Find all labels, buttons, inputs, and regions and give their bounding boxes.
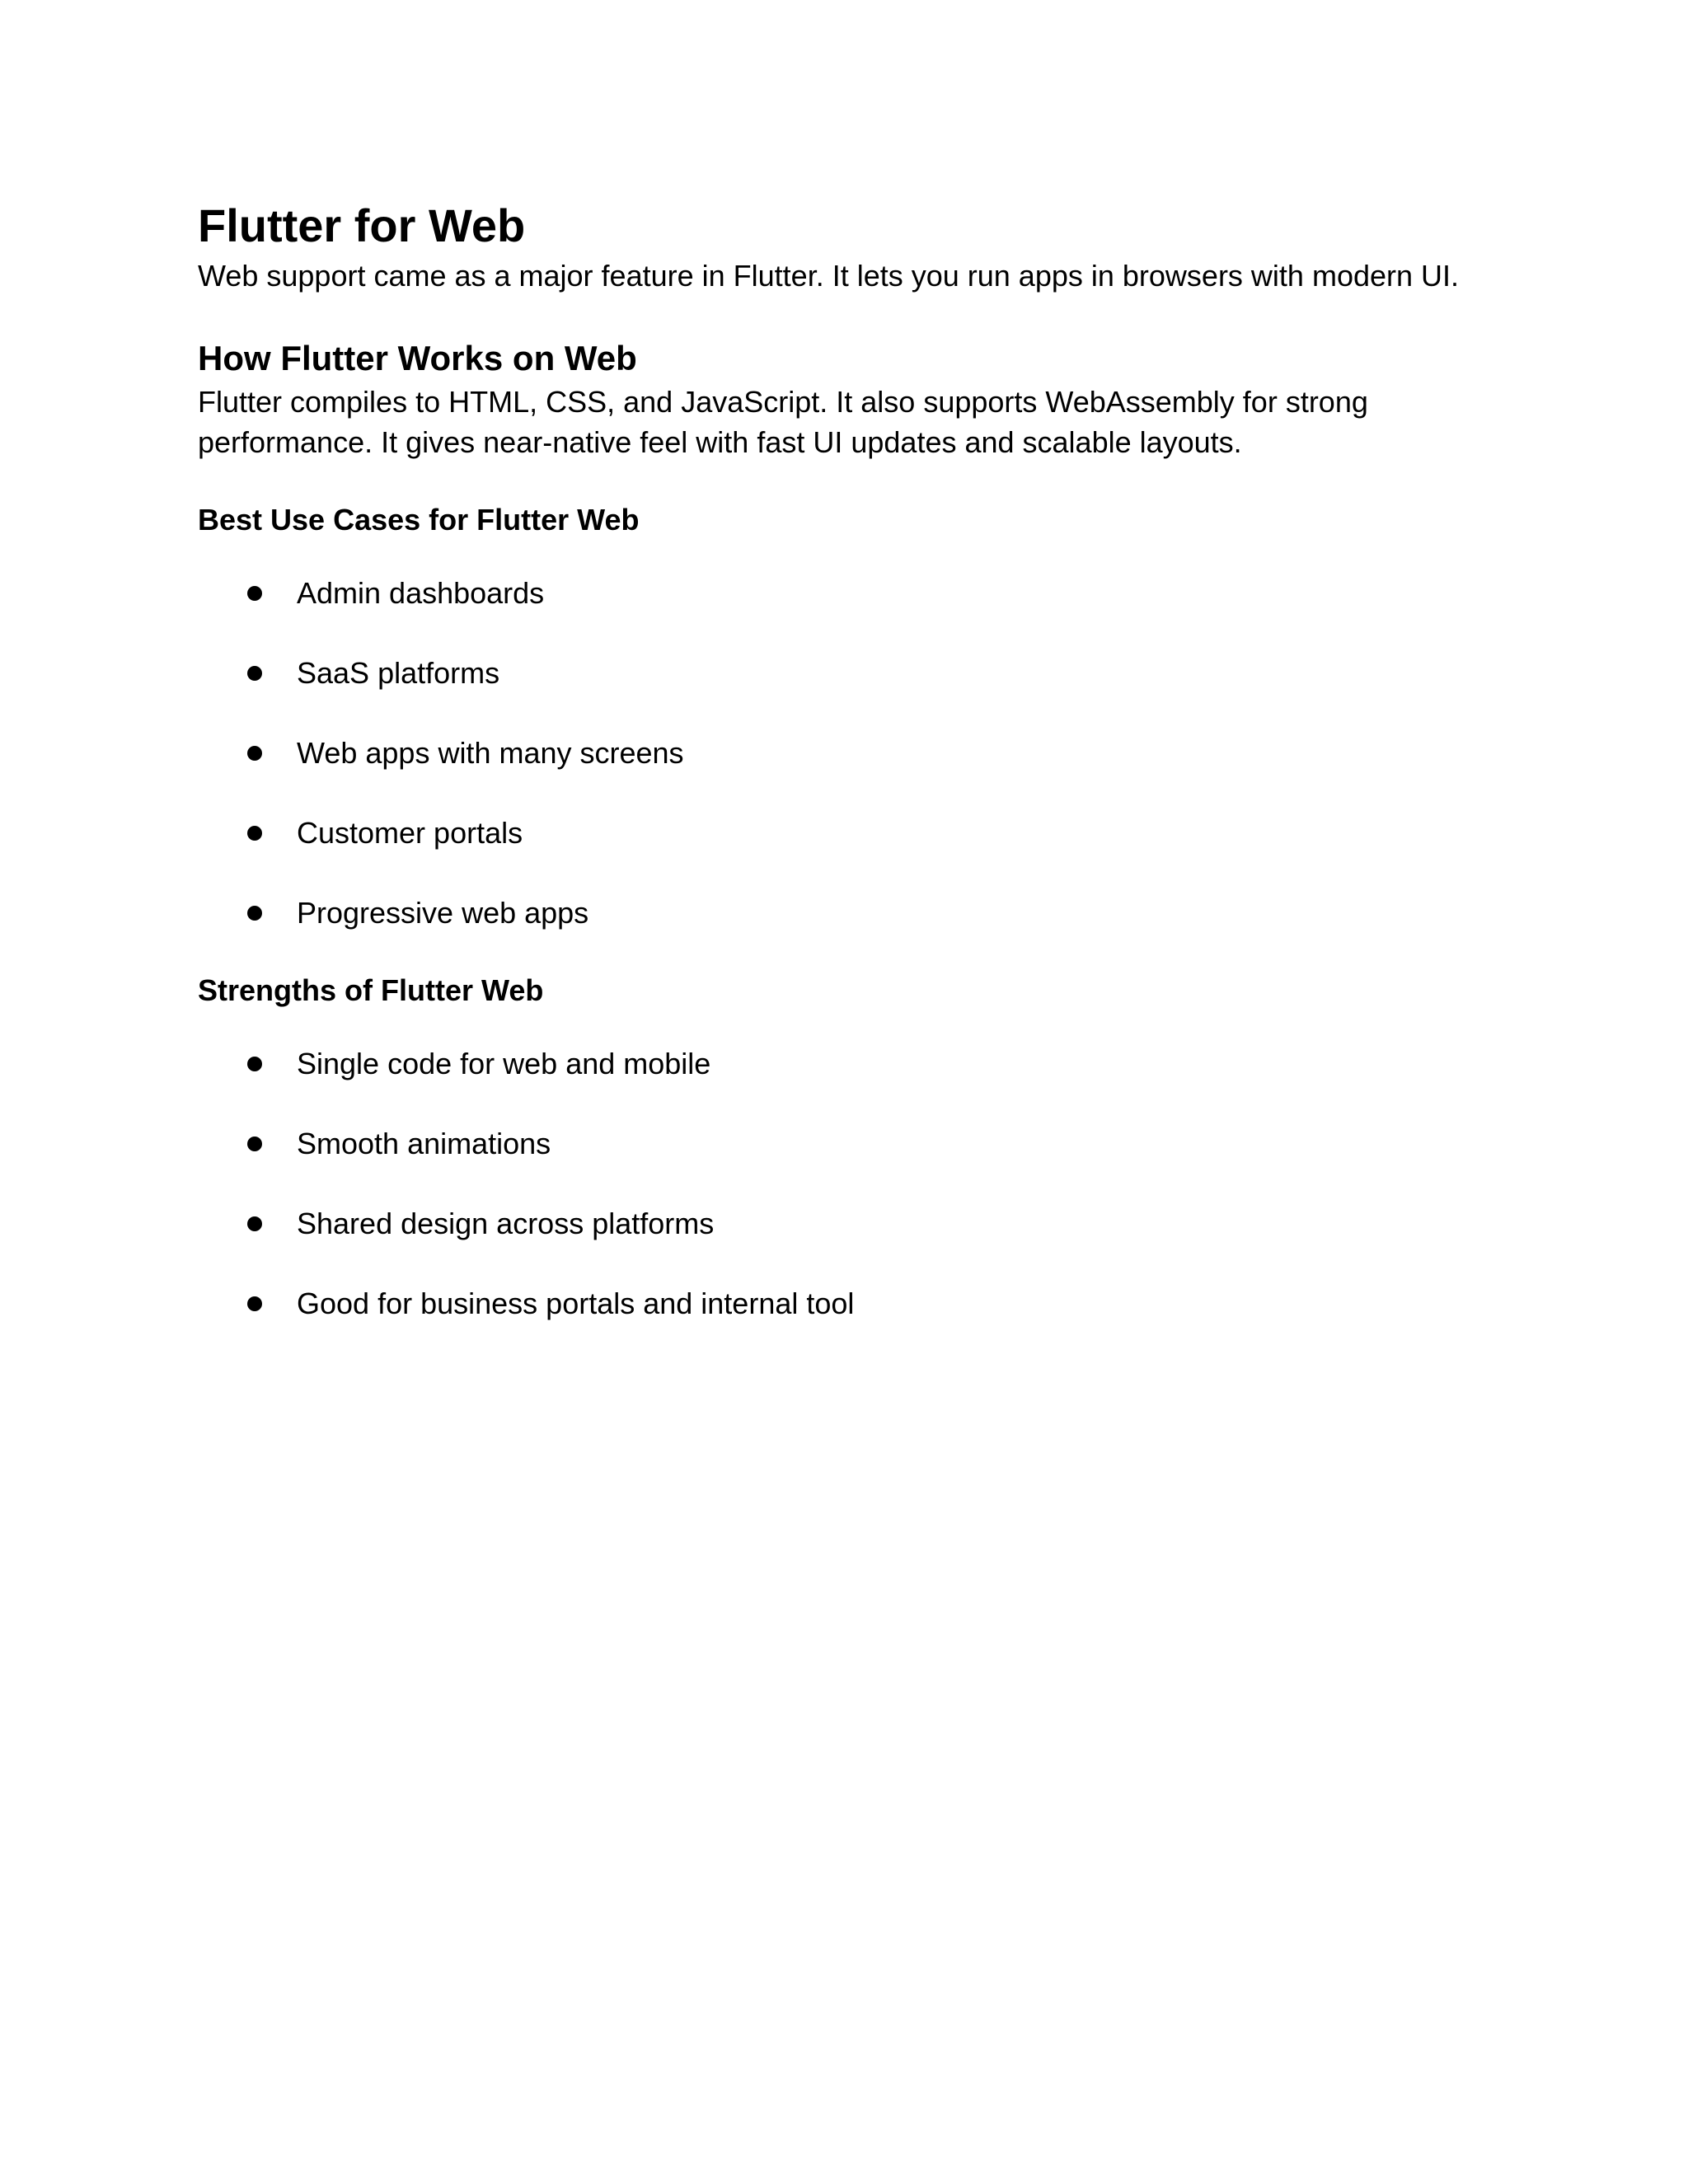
bullet-icon [247, 1296, 262, 1311]
section-paragraph-line-2: performance. It gives near-native feel with fast UI updates and scalable layouts. [198, 425, 1242, 459]
list-item [198, 1043, 1533, 1084]
list-item-text: Shared design across platforms [297, 1207, 715, 1240]
bullet-icon [247, 1057, 262, 1071]
section-paragraph-line-1: Flutter compiles to HTML, CSS, and JavaScript. It also supports WebAssembly for strong [198, 385, 1368, 419]
list-item-text: Customer portals [297, 816, 523, 850]
bullet-icon [247, 826, 262, 841]
bullet-icon [247, 906, 262, 921]
use-cases-list [198, 573, 1533, 933]
list-item [198, 893, 1533, 933]
list-item [198, 1203, 1533, 1244]
bullet-icon [247, 586, 262, 601]
list-item-text: Admin dashboards [297, 576, 545, 610]
sub-heading-strengths: Strengths of Flutter Web [198, 973, 544, 1007]
bullet-icon [247, 1137, 262, 1151]
list-item [198, 1283, 1533, 1324]
section-paragraph [198, 382, 1533, 462]
list-item-text: SaaS platforms [297, 656, 500, 690]
list-item [198, 733, 1533, 773]
document-content [198, 196, 1533, 1324]
bullet-icon [247, 746, 262, 761]
list-item-text: Smooth animations [297, 1127, 551, 1160]
list-item-text: Single code for web and mobile [297, 1047, 711, 1080]
list-item-text: Good for business portals and internal tool [297, 1286, 855, 1320]
list-item [198, 653, 1533, 693]
page-title: Flutter for Web [198, 199, 526, 251]
list-item-text: Progressive web apps [297, 896, 589, 930]
list-item [198, 573, 1533, 613]
section-heading-how-it-works: How Flutter Works on Web [198, 339, 637, 377]
list-item-text: Web apps with many screens [297, 736, 684, 770]
sub-heading-use-cases: Best Use Cases for Flutter Web [198, 503, 640, 537]
list-item [198, 1123, 1533, 1164]
bullet-icon [247, 666, 262, 681]
intro-paragraph: Web support came as a major feature in Flutter. It lets you run apps in browsers with modern UI. [198, 259, 1460, 293]
bullet-icon [247, 1216, 262, 1231]
list-item [198, 813, 1533, 853]
strengths-list [198, 1043, 1533, 1324]
